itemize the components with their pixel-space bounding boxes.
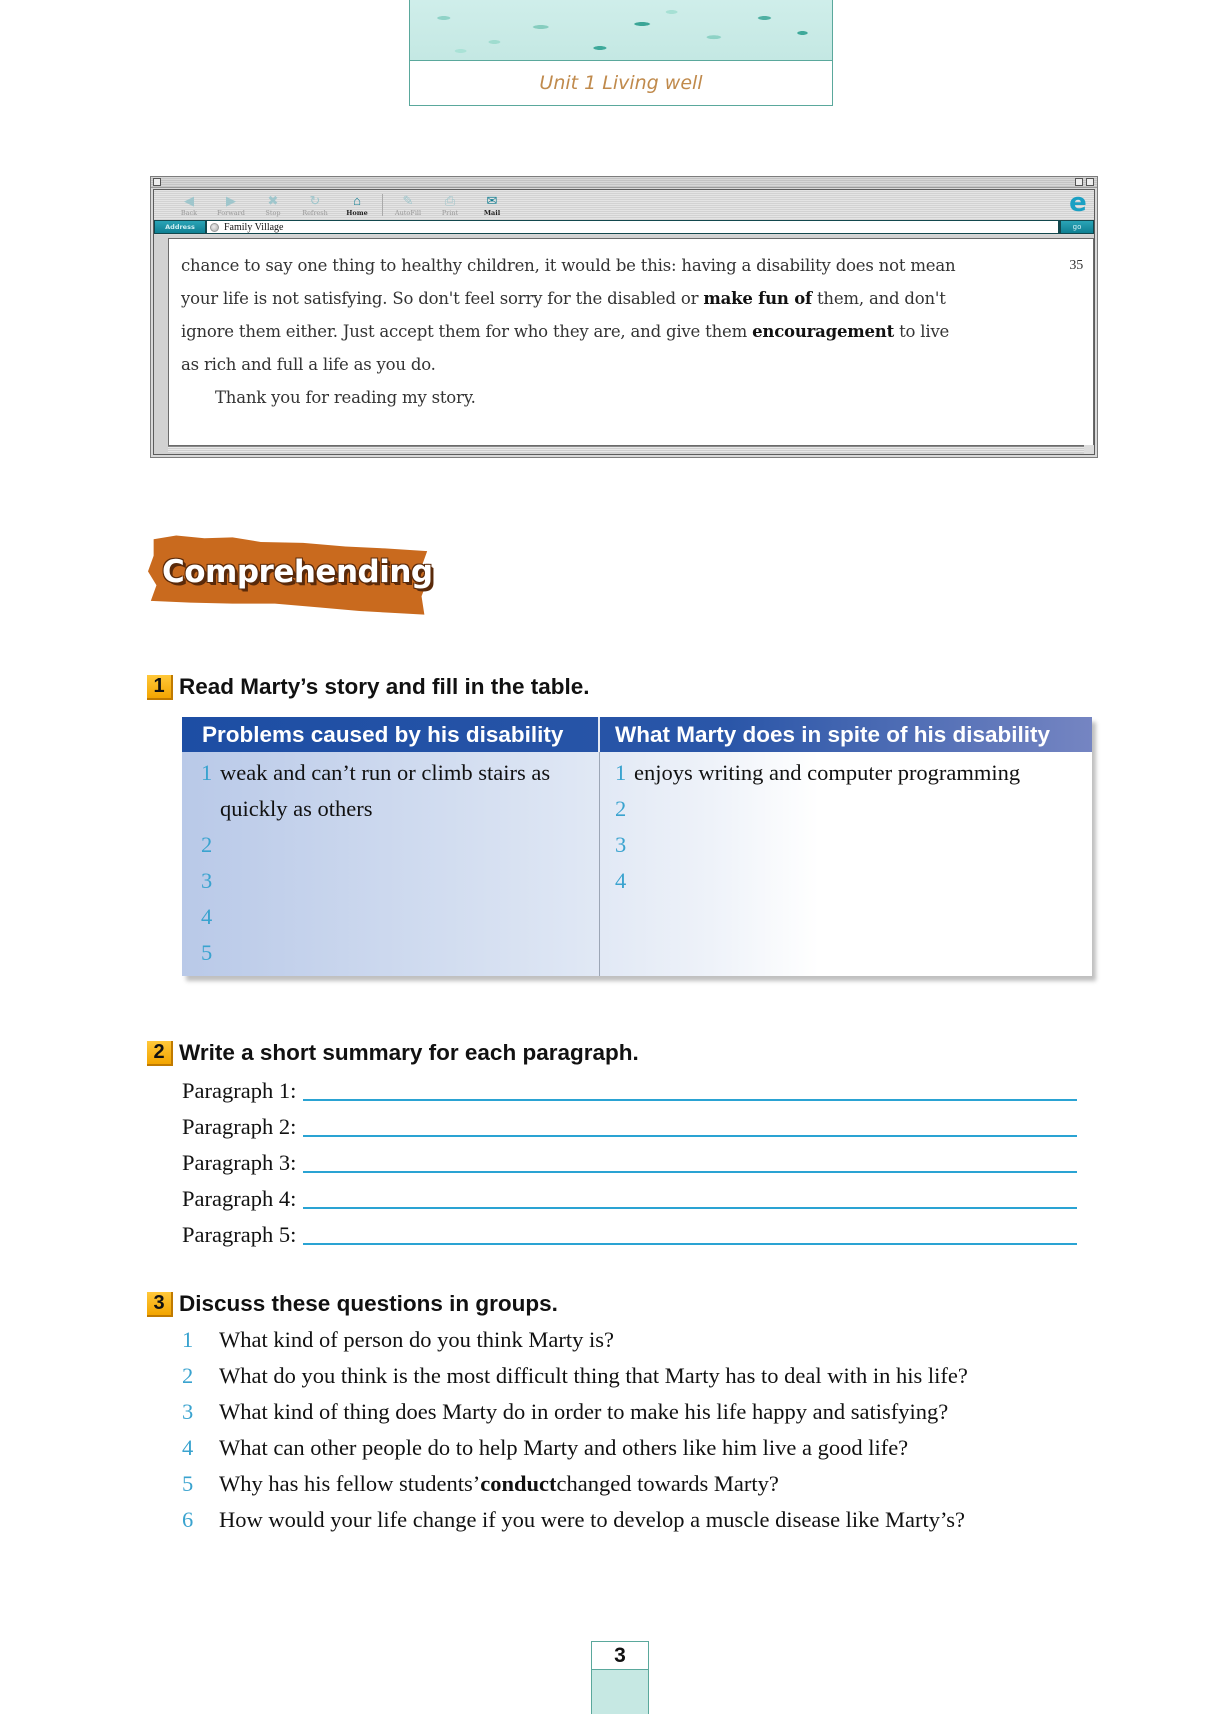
toolbar-refresh-button[interactable]: ↻ Refresh xyxy=(302,193,328,217)
stop-icon: ✖ xyxy=(267,193,279,208)
toolbar-autofill-button[interactable]: ✎ AutoFill xyxy=(394,193,422,217)
vocab-encouragement: encouragement xyxy=(752,322,895,341)
question-item: 4 What can other people do to help Marty and others like him live a good life? xyxy=(182,1435,909,1460)
refresh-icon: ↻ xyxy=(309,193,321,208)
question-item: 1 What kind of person do you think Marty is? xyxy=(182,1327,614,1352)
table-row[interactable]: 4 xyxy=(201,904,213,929)
exercise-number-badge: 3 xyxy=(147,1292,173,1317)
table-header xyxy=(182,717,1092,752)
question-item: 5 Why has his fellow students’ conduct changed towards Marty? xyxy=(182,1471,779,1496)
exercise-3-heading xyxy=(147,1291,558,1317)
window-titlebar[interactable] xyxy=(151,177,1097,188)
mail-icon: ✉ xyxy=(486,193,498,208)
story-closing-line: Thank you for reading my story. xyxy=(215,388,476,407)
address-input[interactable] xyxy=(224,222,1030,233)
question-item: 6 How would your life change if you were to develop a muscle disease like Marty’s? xyxy=(182,1507,966,1532)
exercise-number-badge: 2 xyxy=(147,1041,173,1066)
toolbar-home-button[interactable]: ⌂ Home xyxy=(346,193,368,217)
vocab-make-fun-of: make fun of xyxy=(703,289,812,308)
question-item: 3 What kind of thing does Marty do in order to make his life happy and satisfying? xyxy=(182,1399,949,1424)
summary-line xyxy=(182,1142,1077,1178)
table-row[interactable]: 3 xyxy=(615,832,627,857)
forward-arrow-icon: ▶ xyxy=(226,193,236,208)
table-row[interactable]: 4 xyxy=(615,868,627,893)
exercise-title: Discuss these questions in groups. xyxy=(179,1291,558,1316)
resize-grip-icon[interactable] xyxy=(1084,445,1094,454)
achievements-column xyxy=(600,752,1092,976)
browser-frame xyxy=(153,189,1095,455)
address-bar xyxy=(154,220,1094,234)
address-field[interactable] xyxy=(207,221,1058,233)
toolbar-separator xyxy=(382,194,383,216)
paragraph-label: Paragraph 3: xyxy=(182,1150,297,1175)
paragraph-label: Paragraph 5: xyxy=(182,1222,297,1247)
exercise-1-heading xyxy=(147,674,590,700)
table-row[interactable]: 2 xyxy=(201,832,213,857)
section-title: Comprehending xyxy=(162,554,433,590)
browser-toolbar xyxy=(154,190,1094,220)
story-line: ignore them either. Just accept them for who they are, and give them encouragement to live xyxy=(181,322,950,341)
discussion-questions xyxy=(182,1322,1082,1538)
home-icon: ⌂ xyxy=(353,193,361,208)
unit-banner xyxy=(409,0,833,106)
autofill-icon: ✎ xyxy=(402,193,414,208)
exercise-title: Write a short summary for each paragraph. xyxy=(179,1040,639,1065)
table-row[interactable]: 5 xyxy=(201,940,213,965)
unit-title: Unit 1 Living well xyxy=(539,71,703,94)
summary-lines xyxy=(182,1070,1077,1250)
column-header-problems: Problems caused by his disability xyxy=(182,717,600,752)
browser-logo-icon: e xyxy=(1069,188,1087,218)
problems-column xyxy=(182,752,600,976)
water-drops-image xyxy=(410,0,832,61)
column-header-achievements: What Marty does in spite of his disability xyxy=(615,721,1051,747)
story-line: your life is not satisfying. So don't feel sorry for the disabled or make fun of them, and don't xyxy=(181,289,946,308)
toolbar-mail-button[interactable]: ✉ Mail xyxy=(483,193,501,217)
toolbar-print-button[interactable]: ⎙ Print xyxy=(441,193,459,217)
table-body xyxy=(182,752,1092,976)
vocab-conduct: conduct xyxy=(480,1471,557,1496)
address-label: Address xyxy=(155,221,205,233)
paragraph-3-input[interactable] xyxy=(303,1149,1077,1173)
section-banner xyxy=(148,530,433,622)
window-zoom-box[interactable] xyxy=(1075,178,1083,186)
table-row[interactable]: 1 enjoys writing and computer programming xyxy=(615,760,1021,785)
paragraph-label: Paragraph 4: xyxy=(182,1186,297,1211)
exercise-number-badge: 1 xyxy=(147,675,173,700)
table-row[interactable]: 3 xyxy=(201,868,213,893)
summary-line xyxy=(182,1106,1077,1142)
table-row[interactable]: 2 xyxy=(615,796,627,821)
line-number: 35 xyxy=(1069,258,1083,273)
paragraph-4-input[interactable] xyxy=(303,1185,1077,1209)
paragraph-5-input[interactable] xyxy=(303,1221,1077,1245)
back-arrow-icon: ◀ xyxy=(184,193,194,208)
print-icon: ⎙ xyxy=(444,193,456,208)
story-line: chance to say one thing to healthy children, it would be this: having a disability does not mean xyxy=(181,256,956,275)
paragraph-1-input[interactable] xyxy=(303,1077,1077,1101)
exercise-title: Read Marty’s story and fill in the table. xyxy=(179,674,590,699)
window-close-box[interactable] xyxy=(153,178,161,186)
paragraph-label: Paragraph 2: xyxy=(182,1114,297,1139)
paragraph-label: Paragraph 1: xyxy=(182,1078,297,1103)
summary-line xyxy=(182,1070,1077,1106)
toolbar-back-button[interactable]: ◀ Back xyxy=(180,193,198,217)
problems-table xyxy=(182,717,1092,976)
page-number: 3 xyxy=(592,1642,648,1670)
go-button[interactable]: go xyxy=(1061,221,1093,233)
story-line: as rich and full a life as you do. xyxy=(181,355,436,374)
window-collapse-box[interactable] xyxy=(1086,178,1094,186)
table-row[interactable]: quickly as others xyxy=(220,796,373,821)
paragraph-2-input[interactable] xyxy=(303,1113,1077,1137)
table-row[interactable]: 1 weak and can’t run or climb stairs as xyxy=(201,760,551,785)
toolbar-stop-button[interactable]: ✖ Stop xyxy=(265,193,281,217)
toolbar-forward-button[interactable]: ▶ Forward xyxy=(217,193,245,217)
summary-line xyxy=(182,1178,1077,1214)
story-text xyxy=(168,238,1094,446)
question-item: 2 What do you think is the most difficult thing that Marty has to deal with in his life? xyxy=(182,1363,968,1388)
page-number-tab xyxy=(591,1641,649,1714)
exercise-2-heading xyxy=(147,1040,639,1066)
horizontal-scrollbar[interactable] xyxy=(168,446,1084,453)
page-globe-icon xyxy=(210,223,219,232)
summary-line xyxy=(182,1214,1077,1250)
browser-content-area xyxy=(154,235,1094,454)
browser-window xyxy=(150,176,1098,458)
